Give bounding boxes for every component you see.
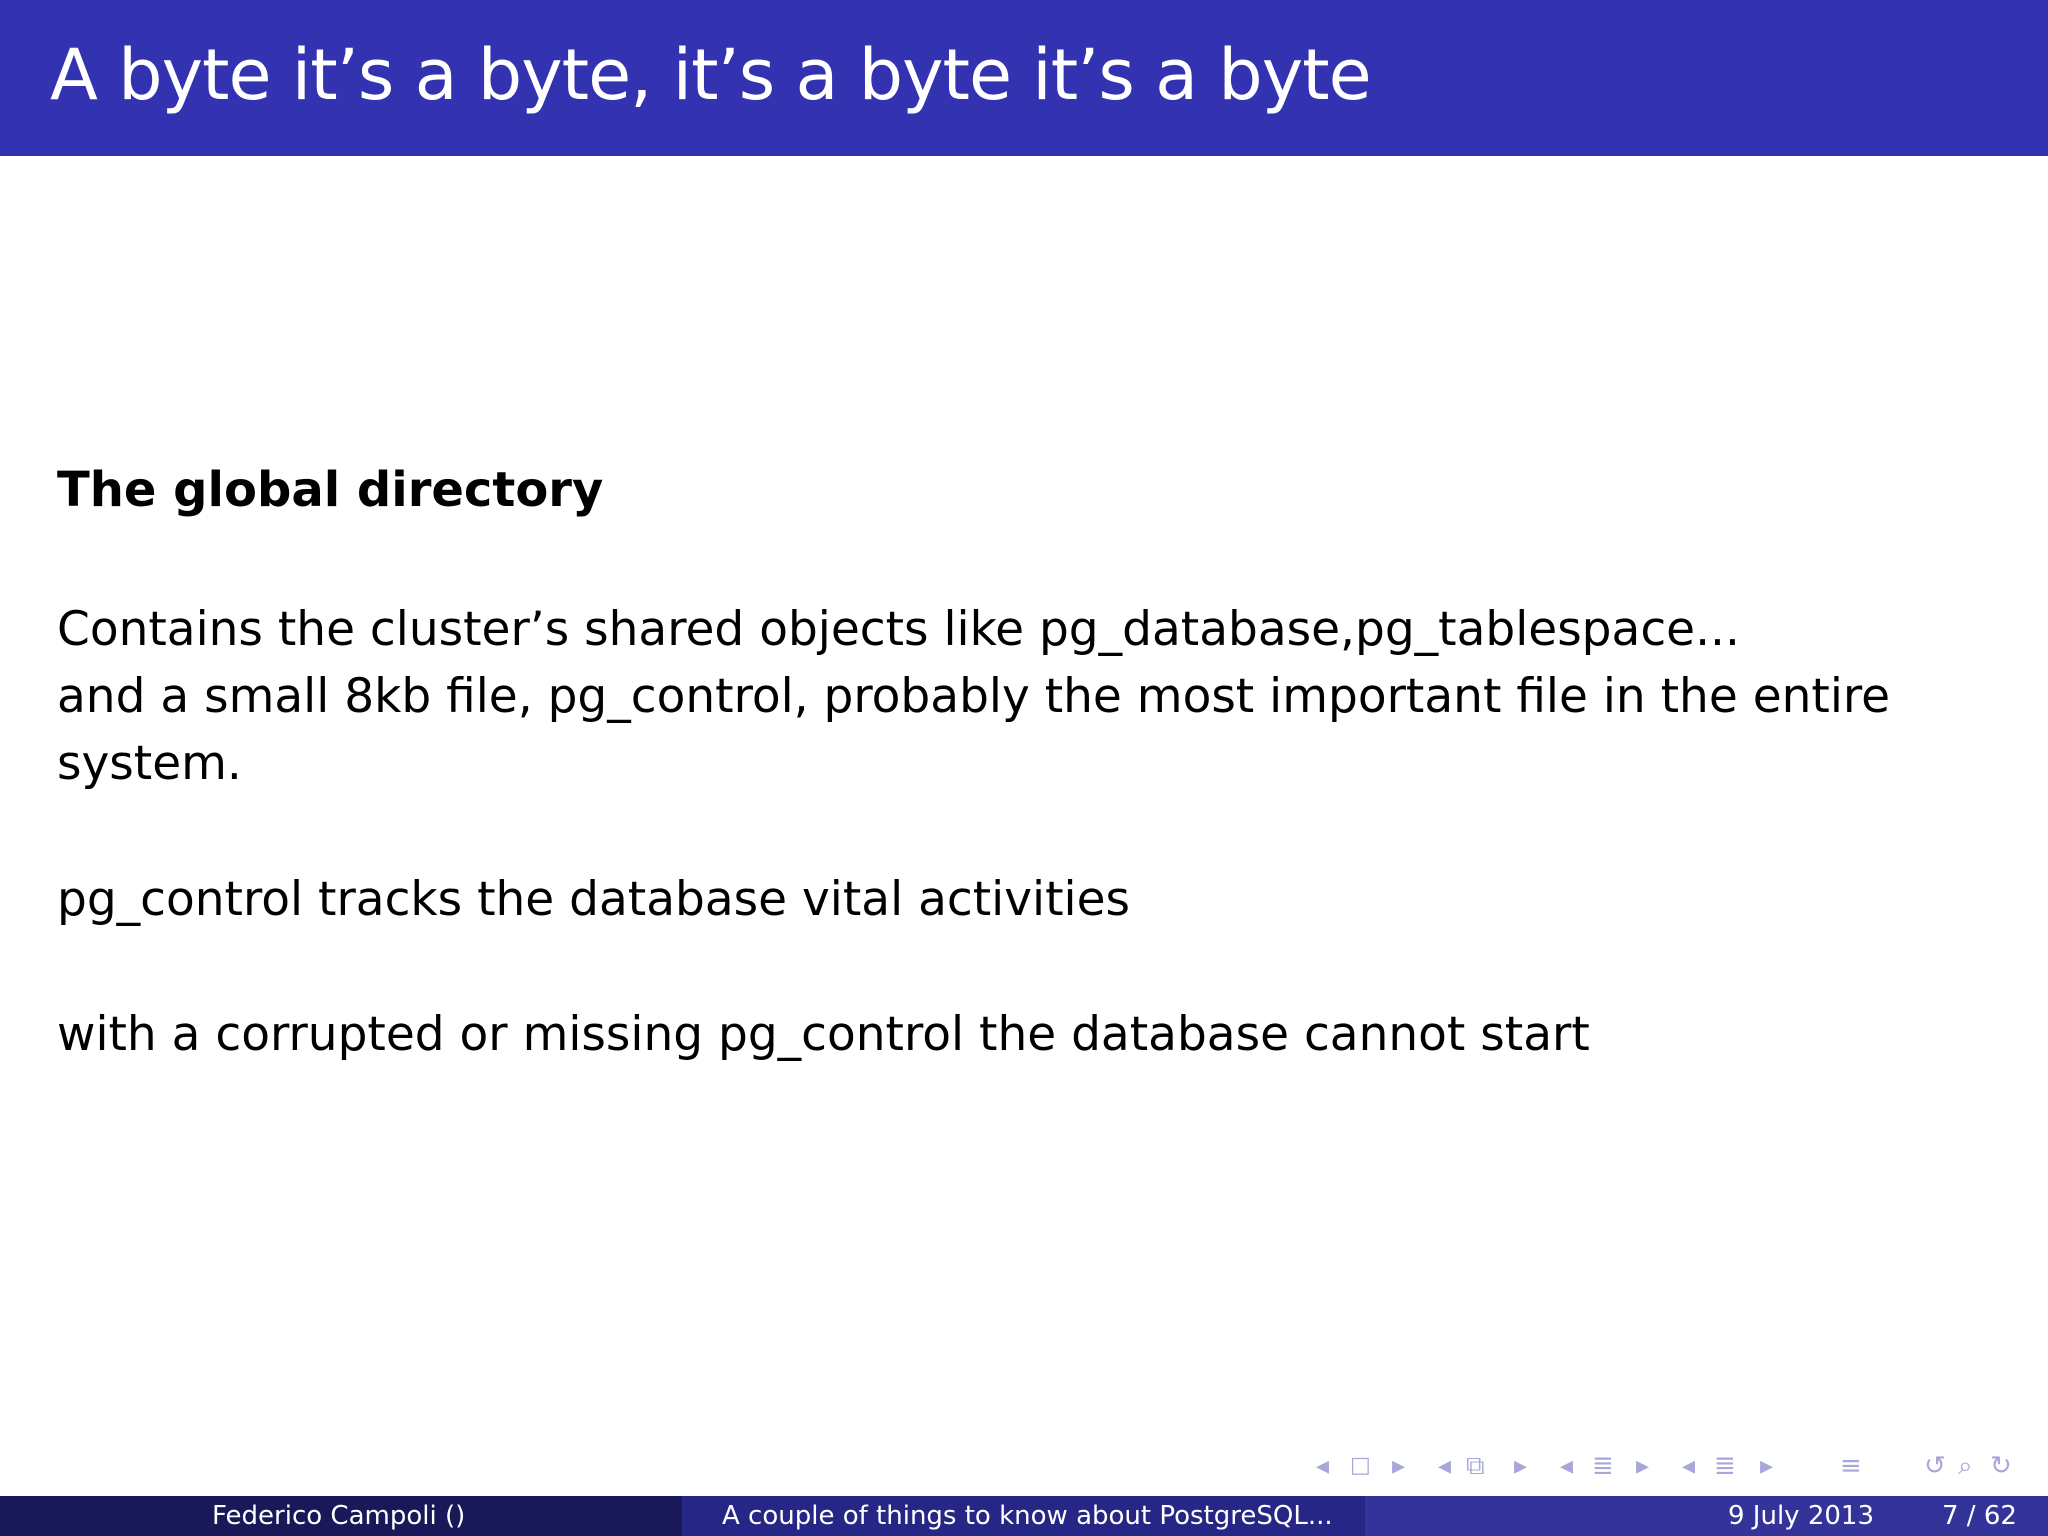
arrow-right-icon[interactable]: ▸	[1514, 1451, 1528, 1481]
redo-icon[interactable]: ↻	[1990, 1451, 2012, 1481]
arrow-right-icon[interactable]: ▸	[1392, 1451, 1406, 1481]
footer	[0, 1496, 2048, 1536]
frame-icon[interactable]: □	[1350, 1453, 1371, 1478]
paragraph-shared-objects	[57, 596, 2007, 797]
paragraph-line: system.	[57, 736, 242, 791]
subsection-icon[interactable]: ⧉	[1466, 1451, 1485, 1481]
footer-author-section	[0, 1496, 682, 1536]
paragraph-line: Contains the cluster’s shared objects like pg_database,pg_tablespace...	[57, 602, 1740, 657]
document-icon[interactable]: ≣	[1714, 1451, 1736, 1481]
slide-title-bar	[0, 0, 2048, 156]
section-icon[interactable]: ≣	[1592, 1451, 1614, 1481]
footer-author: Federico Campoli ()	[212, 1501, 466, 1531]
paragraph-pg-control: pg_control tracks the database vital activities	[57, 872, 1130, 927]
undo-icon[interactable]: ↺	[1924, 1451, 1946, 1481]
footer-date-section	[1365, 1496, 2048, 1536]
arrow-left-icon[interactable]: ◂	[1438, 1451, 1452, 1481]
search-icon[interactable]: ⌕	[1958, 1451, 1973, 1481]
footer-title-section	[682, 1496, 1365, 1536]
arrow-right-icon[interactable]: ▸	[1636, 1451, 1650, 1481]
footer-page-number: 7 / 62	[1942, 1501, 2017, 1531]
navigation-bar	[1310, 1448, 2030, 1484]
section-heading: The global directory	[57, 462, 604, 518]
paragraph-line: and a small 8kb file, pg_control, probably the most important file in the entire	[57, 669, 1891, 724]
arrow-left-icon[interactable]: ◂	[1560, 1451, 1574, 1481]
paragraph-corrupted: with a corrupted or missing pg_control the database cannot start	[57, 1007, 1590, 1062]
align-icon[interactable]: ≡	[1840, 1451, 1862, 1481]
arrow-left-icon[interactable]: ◂	[1316, 1451, 1330, 1481]
slide-title: A byte it’s a byte, it’s a byte it’s a byte	[50, 34, 1371, 116]
arrow-left-icon[interactable]: ◂	[1682, 1451, 1696, 1481]
footer-date: 9 July 2013	[1728, 1501, 1874, 1531]
footer-talk-title: A couple of things to know about PostgreSQL...	[722, 1501, 1333, 1531]
arrow-right-icon[interactable]: ▸	[1760, 1451, 1774, 1481]
